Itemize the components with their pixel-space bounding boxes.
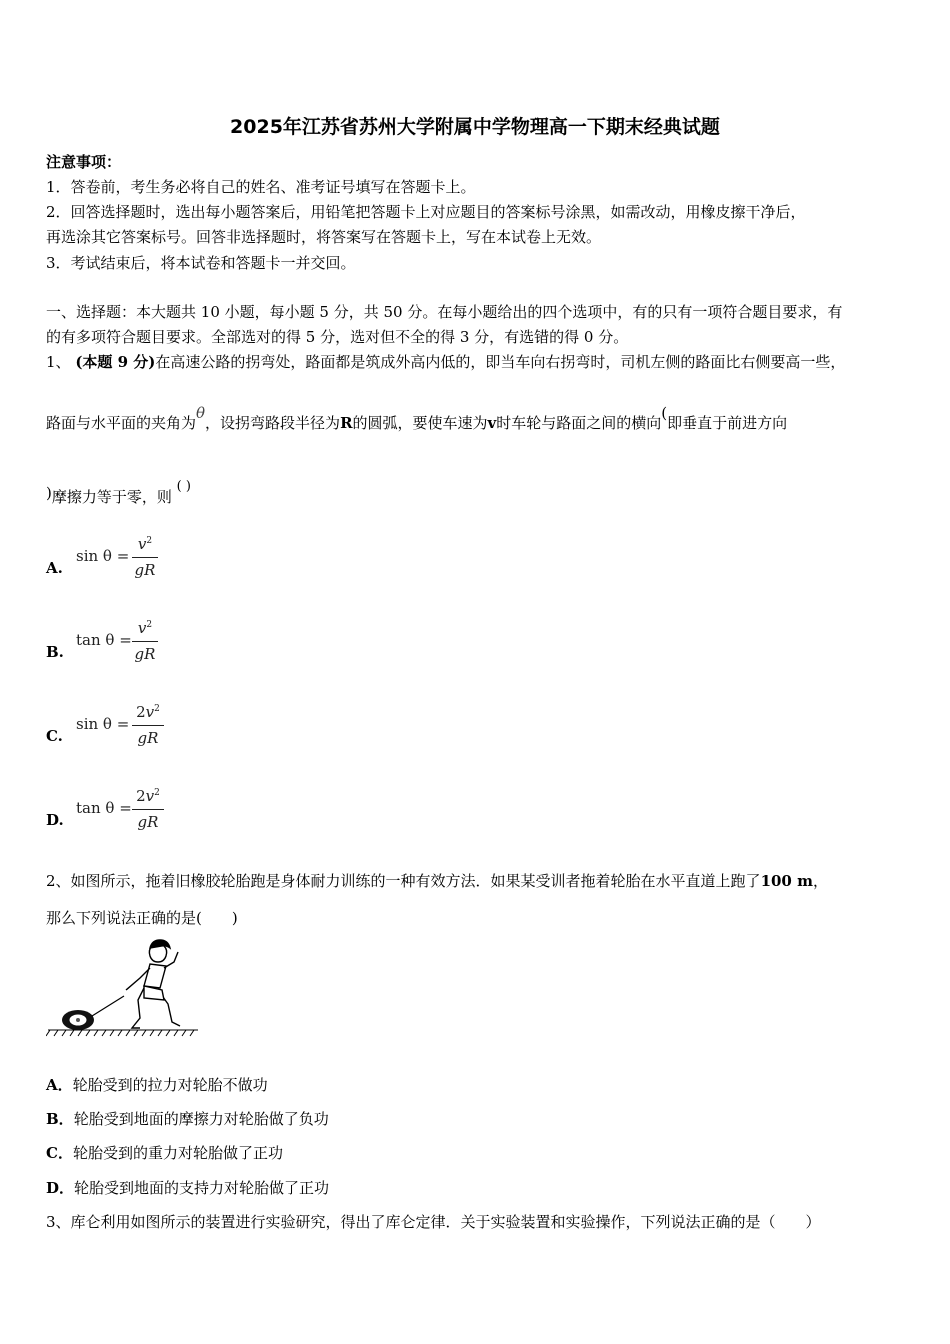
q1-line-3 — [46, 479, 191, 509]
q1-text-2e: 即垂直于前进方向 — [667, 414, 788, 432]
paren-close: ) — [46, 484, 52, 502]
radius-symbol: R — [340, 414, 353, 432]
paren-open: ( — [661, 404, 668, 422]
q2-option-a — [46, 1075, 268, 1095]
q1-line-2 — [46, 404, 788, 433]
notice-item-3: 3．考试结束后，将本试卷和答题卡一并交回。 — [46, 254, 356, 272]
q1-score: (本题 9 分) — [75, 353, 156, 371]
numerator-exponent: 2 — [154, 788, 160, 798]
q2-option-c-label: C． — [46, 1144, 73, 1162]
formula-function: tan θ = — [76, 631, 132, 649]
q2-option-c — [46, 1143, 283, 1163]
fraction-bar — [132, 557, 158, 558]
q3-line-1: 3、库仑利用如图所示的装置进行实验研究，得出了库仑定律．关于实验装置和实验操作，下列说法正确的是（ ） — [46, 1213, 821, 1231]
q1-option-d-formula — [76, 787, 186, 837]
numerator-exponent: 2 — [146, 536, 153, 546]
velocity-symbol: v — [487, 414, 497, 432]
formula-denominator: gR — [134, 561, 156, 579]
q2-option-a-text: 轮胎受到的拉力对轮胎不做功 — [72, 1076, 268, 1094]
q1-line-1 — [46, 352, 845, 372]
numerator-variable: v — [145, 703, 155, 721]
numerator-variable: v — [137, 535, 147, 553]
formula-function: tan θ = — [76, 799, 132, 817]
q1-option-d-label: D. — [46, 811, 64, 829]
q1-number: 1、 — [46, 353, 71, 371]
q2-text-1-end: ， — [812, 872, 828, 890]
fraction-bar — [132, 641, 158, 642]
q2-option-b-label: B． — [46, 1110, 74, 1128]
notice-heading: 注意事项： — [46, 153, 122, 171]
formula-numerator — [134, 619, 156, 637]
q2-line-1 — [46, 871, 828, 891]
q1-text-2b: ，设拐弯路段半径为 — [205, 414, 341, 432]
section1-intro-2: 的有多项符合题目要求。全部选对的得 5 分，选对但不全的得 3 分，有选错的得 0 分。 — [46, 328, 629, 346]
q2-option-a-label: A． — [46, 1076, 73, 1094]
section1-intro-1: 一、选择题：本大题共 10 小题，每小题 5 分，共 50 分。在每小题给出的四个选项中，有的只有一项符合题目要求，有 — [46, 303, 843, 321]
q1-option-c-label: C. — [46, 727, 63, 745]
tire-icon — [62, 1010, 94, 1030]
q2-line-2: 那么下列说法正确的是( ) — [46, 909, 238, 927]
numerator-coefficient: 2 — [136, 787, 146, 805]
q2-option-b — [46, 1109, 329, 1129]
formula-function: sin θ = — [76, 715, 130, 733]
q1-option-b-formula — [76, 619, 176, 669]
page-title: 2025年江苏省苏州大学附属中学物理高一下期末经典试题 — [230, 116, 720, 138]
formula-denominator: gR — [137, 729, 159, 747]
numerator-exponent: 2 — [154, 704, 160, 714]
numerator-coefficient: 2 — [136, 703, 146, 721]
formula-function: sin θ = — [76, 547, 130, 565]
numerator-variable: v — [145, 787, 155, 805]
q1-text-2a: 路面与水平面的夹角为 — [46, 414, 197, 432]
notice-item-2-cont: 再选涂其它答案标号。回答非选择题时，将答案写在答题卡上，写在本试卷上无效。 — [46, 228, 602, 246]
notice-item-2: 2．回答选择题时，选出每小题答案后，用铅笔把答题卡上对应题目的答案标号涂黑，如需改动，用橡皮擦干净后， — [46, 203, 806, 221]
runner-icon — [126, 940, 180, 1028]
q1-text-2c: 的圆弧，要使车速为 — [352, 414, 488, 432]
theta-symbol: θ — [196, 404, 206, 422]
q1-option-a-label: A. — [46, 559, 63, 577]
q2-distance: 100 m — [760, 872, 813, 890]
notice-item-1: 1．答卷前，考生务必将自己的姓名、准考证号填写在答题卡上。 — [46, 178, 476, 196]
fraction-bar — [132, 809, 164, 810]
formula-numerator — [132, 787, 164, 805]
q2-text-1: 2、如图所示，拖着旧橡胶轮胎跑是身体耐力训练的一种有效方法．如果某受训者拖着轮胎在水平直道上跑了 — [46, 872, 761, 890]
q2-option-b-text: 轮胎受到地面的摩擦力对轮胎做了负功 — [73, 1110, 329, 1128]
tow-rope — [92, 996, 124, 1016]
q2-option-d-text: 轮胎受到地面的支持力对轮胎做了正功 — [74, 1179, 330, 1197]
q1-text-2d: 时车轮与路面之间的横向 — [496, 414, 662, 432]
tire-drag-figure — [46, 938, 206, 1038]
q2-option-d-label: D． — [46, 1179, 75, 1197]
q2-option-d — [46, 1178, 329, 1198]
ground-line — [46, 1030, 198, 1036]
formula-denominator: gR — [137, 813, 159, 831]
formula-numerator — [132, 703, 164, 721]
numerator-variable: v — [137, 619, 147, 637]
q1-text-3: 摩擦力等于零，则 — [51, 488, 172, 506]
numerator-exponent: 2 — [146, 620, 153, 630]
q1-option-a-formula — [76, 535, 176, 585]
q1-option-b-label: B. — [46, 643, 64, 661]
q1-text-1: 在高速公路的拐弯处，路面都是筑成外高内低的，即当车向右拐弯时，司机左侧的路面比右侧要高一些， — [155, 353, 846, 371]
q2-option-c-text: 轮胎受到的重力对轮胎做了正功 — [72, 1144, 283, 1162]
q1-option-c-formula — [76, 703, 186, 753]
answer-blank: ( ) — [176, 479, 191, 494]
formula-numerator — [134, 535, 156, 553]
formula-denominator: gR — [134, 645, 156, 663]
fraction-bar — [132, 725, 164, 726]
